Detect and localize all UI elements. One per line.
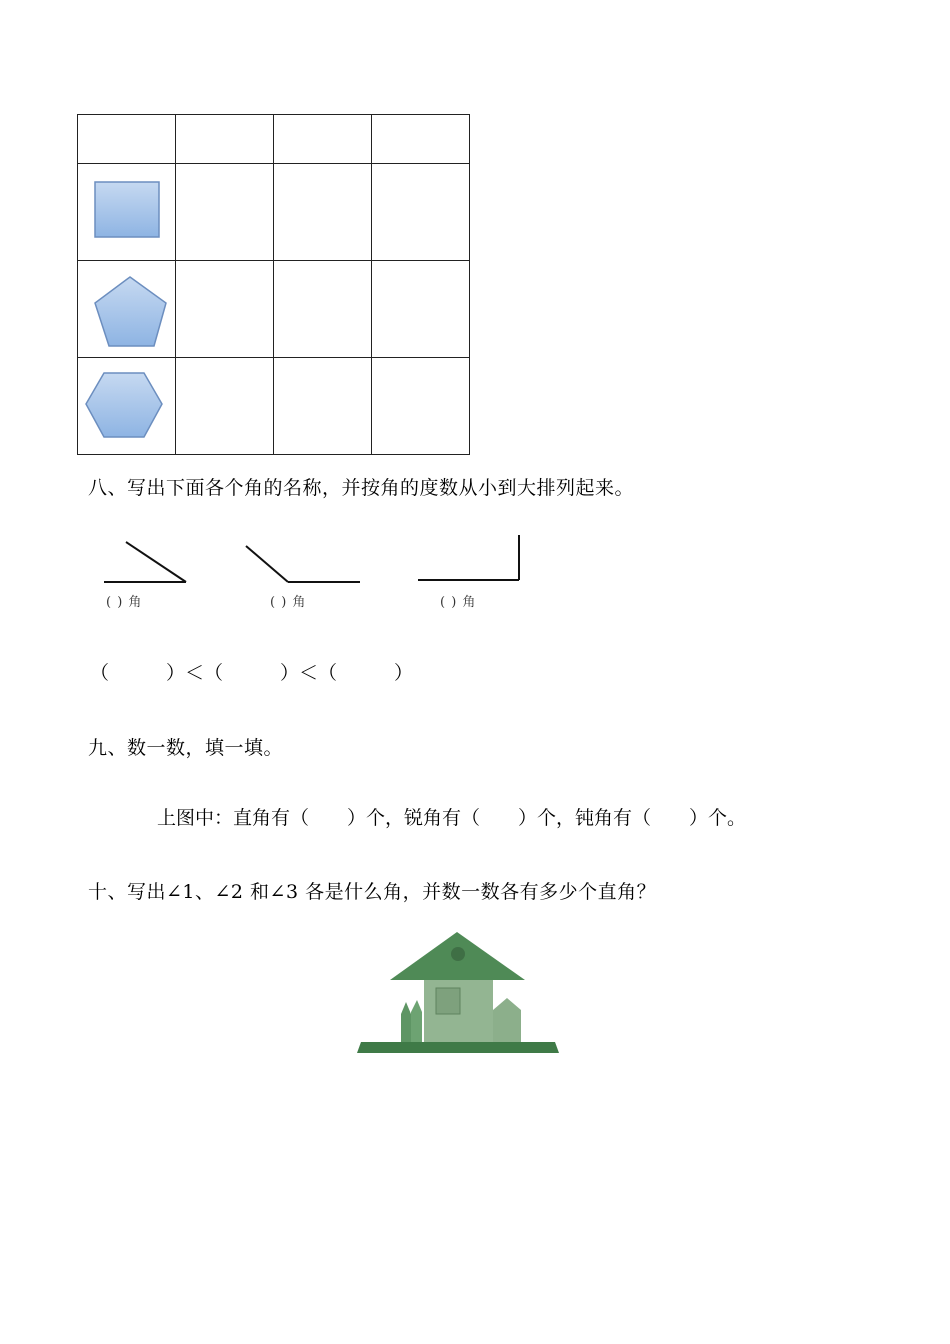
shape-cell bbox=[78, 164, 176, 261]
angle-label: ( ) 角 bbox=[270, 595, 307, 610]
table-cell[interactable] bbox=[274, 261, 372, 358]
table-row bbox=[78, 164, 470, 261]
table-header-cell bbox=[372, 115, 470, 164]
shape-table bbox=[77, 114, 470, 455]
question-9-title: 九、数一数，填一填。 bbox=[88, 737, 284, 759]
house-ground bbox=[357, 1042, 559, 1053]
table-cell[interactable] bbox=[176, 358, 274, 455]
square-icon bbox=[82, 165, 172, 255]
shape-cell bbox=[78, 261, 176, 358]
angle-label: ( ) 角 bbox=[440, 595, 477, 610]
obtuse-angle-icon bbox=[246, 546, 360, 582]
table-cell[interactable] bbox=[372, 358, 470, 455]
table-row bbox=[78, 261, 470, 358]
fence-post bbox=[411, 1000, 422, 1048]
angle-figures bbox=[100, 532, 530, 592]
table-header-row bbox=[78, 115, 470, 164]
table-header-cell bbox=[274, 115, 372, 164]
table-header-cell bbox=[176, 115, 274, 164]
shape-cell bbox=[78, 358, 176, 455]
hexagon-icon bbox=[82, 359, 172, 449]
table-cell[interactable] bbox=[372, 164, 470, 261]
table-cell[interactable] bbox=[274, 358, 372, 455]
question-10-title: 十、写出∠1、∠2 和∠3 各是什么角，并数一数各有多少个直角？ bbox=[88, 881, 657, 903]
angle-label: ( ) 角 bbox=[106, 595, 143, 610]
roof-window-icon bbox=[451, 947, 465, 961]
fence-post bbox=[401, 1002, 411, 1048]
table-cell[interactable] bbox=[274, 164, 372, 261]
house-window bbox=[436, 988, 460, 1014]
angle-order-line[interactable]: （ ）＜（ ）＜（ ） bbox=[90, 662, 414, 684]
pentagon-icon bbox=[82, 262, 172, 352]
question-9-fill-line[interactable]: 上图中：直角有（ ）个，锐角有（ ）个，钝角有（ ）个。 bbox=[157, 807, 747, 829]
acute-angle-icon bbox=[104, 542, 186, 582]
house-annex bbox=[493, 998, 521, 1048]
table-cell[interactable] bbox=[176, 164, 274, 261]
right-angle-icon bbox=[418, 535, 519, 580]
table-cell[interactable] bbox=[372, 261, 470, 358]
question-8-title: 八、写出下面各个角的名称，并按角的度数从小到大排列起来。 bbox=[88, 477, 635, 499]
house-figure bbox=[355, 928, 563, 1056]
table-cell[interactable] bbox=[176, 261, 274, 358]
table-header-cell bbox=[78, 115, 176, 164]
table-row bbox=[78, 358, 470, 455]
